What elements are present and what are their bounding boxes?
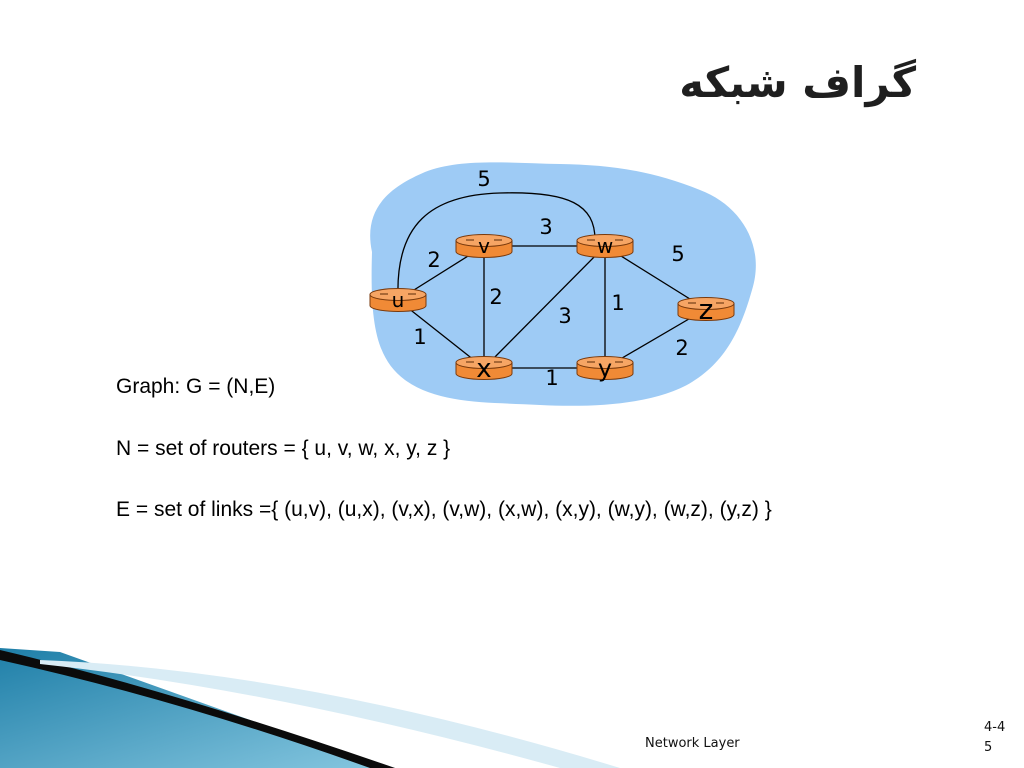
page-number: 4-45 (984, 720, 1006, 755)
weight-x-y: 1 (545, 366, 559, 390)
edge-set-definition: E = set of links ={ (u,v), (u,x), (v,x), (v,w), (x,w), (x,y), (w,y), (w,z), (y,z) } (116, 498, 772, 521)
weight-y-z: 2 (675, 336, 689, 360)
weight-v-x: 2 (489, 285, 503, 309)
weight-w-y: 1 (611, 291, 625, 315)
router-z-label: z (698, 292, 714, 326)
weight-v-w: 3 (539, 215, 553, 239)
slide-title: گراف شبکه (679, 58, 916, 107)
weight-x-w: 3 (558, 304, 572, 328)
router-x-label: x (476, 354, 492, 385)
weight-u-w: 5 (477, 167, 491, 191)
router-w-label: w (596, 234, 614, 258)
footer-label: Network Layer (645, 736, 740, 751)
graph-definition: Graph: G = (N,E) (116, 375, 276, 398)
weight-w-z: 5 (671, 242, 685, 266)
weight-u-x: 1 (413, 325, 427, 349)
node-set-definition: N = set of routers = { u, v, w, x, y, z } (116, 437, 451, 460)
router-y-label: y (597, 354, 613, 383)
router-u-label: u (391, 288, 405, 312)
router-v-label: v (478, 234, 490, 258)
weight-u-v: 2 (427, 248, 441, 272)
